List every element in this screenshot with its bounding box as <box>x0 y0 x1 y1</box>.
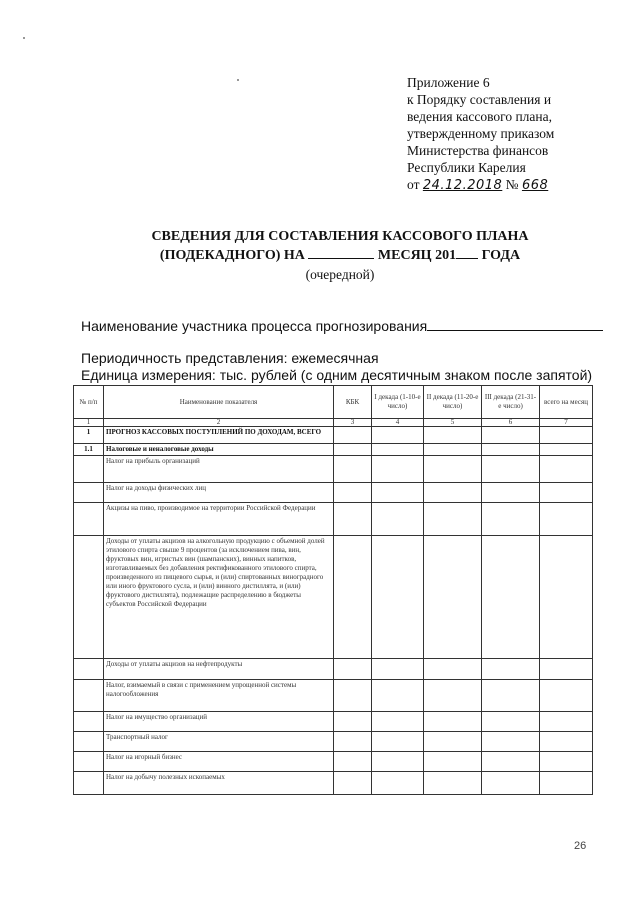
table-header-row <box>74 386 593 419</box>
title-part: МЕСЯЦ 201 <box>377 248 457 263</box>
appendix-line: утвержденному приказом <box>407 126 555 141</box>
value-cell <box>334 712 372 732</box>
value-cell <box>540 427 593 444</box>
value-cell <box>372 752 424 772</box>
value-cell <box>540 444 593 456</box>
column-number-row <box>74 419 593 427</box>
page-number: 26 <box>574 840 587 852</box>
value-cell <box>372 444 424 456</box>
value-cell <box>540 503 593 536</box>
table-row <box>74 680 593 712</box>
value-cell <box>424 444 482 456</box>
table-row <box>74 444 593 456</box>
participant-label: Наименование участника процесса прогнозирования <box>81 318 428 334</box>
value-cell <box>424 752 482 772</box>
column-number: 1 <box>74 419 104 427</box>
value-cell <box>540 772 593 795</box>
column-number: 7 <box>540 419 593 427</box>
appendix-block <box>407 74 554 194</box>
row-number <box>74 659 104 680</box>
column-number: 3 <box>334 419 372 427</box>
row-name: Транспортный налог <box>104 732 334 752</box>
title-part: ГОДА <box>481 248 521 263</box>
table-row <box>74 483 593 503</box>
row-number: 1.1 <box>74 444 104 456</box>
participant-blank <box>427 318 603 331</box>
header-cell: всего на месяц <box>540 386 593 419</box>
value-cell <box>334 732 372 752</box>
header-cell: II декада (11-20-е число) <box>424 386 482 419</box>
value-cell <box>334 483 372 503</box>
value-cell <box>482 427 540 444</box>
order-number: 668 <box>521 178 549 193</box>
value-cell <box>334 772 372 795</box>
table-row <box>74 772 593 795</box>
value-cell <box>482 772 540 795</box>
column-number: 5 <box>424 419 482 427</box>
order-date-line <box>407 176 554 194</box>
table-row <box>74 456 593 483</box>
month-blank <box>308 246 374 259</box>
value-cell <box>540 456 593 483</box>
scan-speck <box>23 37 25 39</box>
value-cell <box>540 752 593 772</box>
value-cell <box>424 772 482 795</box>
periodicity-text: Периодичность представления: ежемесячная <box>81 350 379 366</box>
row-name: ПРОГНОЗ КАССОВЫХ ПОСТУПЛЕНИЙ ПО ДОХОДАМ, ВСЕГО <box>104 427 334 444</box>
row-name: Налог на имущество организаций <box>104 712 334 732</box>
value-cell <box>424 503 482 536</box>
value-cell <box>372 772 424 795</box>
number-sign: № <box>505 177 519 192</box>
column-number: 2 <box>104 419 334 427</box>
scan-speck <box>237 79 239 81</box>
value-cell <box>482 712 540 732</box>
row-number <box>74 752 104 772</box>
column-number: 6 <box>482 419 540 427</box>
row-name: Налог на прибыль организаций <box>104 456 334 483</box>
value-cell <box>424 483 482 503</box>
value-cell <box>334 503 372 536</box>
value-cell <box>482 680 540 712</box>
value-cell <box>482 732 540 752</box>
value-cell <box>334 444 372 456</box>
row-number <box>74 712 104 732</box>
row-name: Налог, взимаемый в связи с применением упрощенной системы налогообложения <box>104 680 334 712</box>
row-name: Доходы от уплаты акцизов на нефтепродукты <box>104 659 334 680</box>
row-number <box>74 680 104 712</box>
column-number: 4 <box>372 419 424 427</box>
row-number <box>74 772 104 795</box>
value-cell <box>482 659 540 680</box>
value-cell <box>540 536 593 659</box>
value-cell <box>372 680 424 712</box>
header-cell: Наименование показателя <box>104 386 334 419</box>
table-row <box>74 712 593 732</box>
value-cell <box>424 536 482 659</box>
row-name: Налоговые и неналоговые доходы <box>104 444 334 456</box>
appendix-line: Приложение 6 <box>407 75 490 90</box>
value-cell <box>482 536 540 659</box>
table-row <box>74 752 593 772</box>
date-prefix: от <box>407 177 420 192</box>
row-name: Доходы от уплаты акцизов на алкогольную продукцию с объемной долей этилового спирта свыше 9 процентов (за исключением пива, вин, фруктовых вин, игристых вин (шампанских), винных напитков, изготавливаемых без добавления ректификованного этилового спирта, произведенного из пищевого сырья, и (или) спиртованных виноградного или иного фруктового сусла, и (или) винного дистиллята, и (или) фруктового дистиллята), подлежащие распределению в бюджеты субъектов Российской Федерации <box>104 536 334 659</box>
value-cell <box>540 732 593 752</box>
value-cell <box>482 503 540 536</box>
order-date: 24.12.2018 <box>422 178 503 193</box>
table-row <box>74 427 593 444</box>
value-cell <box>540 680 593 712</box>
appendix-line: Министерства финансов <box>407 143 549 158</box>
cash-plan-table <box>73 385 593 795</box>
value-cell <box>334 427 372 444</box>
header-cell: I декада (1-10-е число) <box>372 386 424 419</box>
value-cell <box>334 536 372 659</box>
row-number: 1 <box>74 427 104 444</box>
title-part: (ПОДЕКАДНОГО) НА <box>159 248 305 263</box>
value-cell <box>372 503 424 536</box>
value-cell <box>540 712 593 732</box>
value-cell <box>334 456 372 483</box>
value-cell <box>372 659 424 680</box>
row-number <box>74 503 104 536</box>
table-row <box>74 536 593 659</box>
value-cell <box>482 444 540 456</box>
value-cell <box>540 483 593 503</box>
table-row <box>74 503 593 536</box>
value-cell <box>482 752 540 772</box>
value-cell <box>372 536 424 659</box>
row-number <box>74 732 104 752</box>
value-cell <box>424 712 482 732</box>
value-cell <box>334 752 372 772</box>
table-row <box>74 659 593 680</box>
appendix-line: Республики Карелия <box>407 160 526 175</box>
row-name: Налог на игорный бизнес <box>104 752 334 772</box>
value-cell <box>482 456 540 483</box>
value-cell <box>372 732 424 752</box>
table-body <box>74 427 593 795</box>
value-cell <box>334 680 372 712</box>
value-cell <box>424 732 482 752</box>
value-cell <box>372 456 424 483</box>
value-cell <box>424 659 482 680</box>
title-line-1: СВЕДЕНИЯ ДЛЯ СОСТАВЛЕНИЯ КАССОВОГО ПЛАНА <box>151 229 529 244</box>
row-name: Налог на доходы физических лиц <box>104 483 334 503</box>
value-cell <box>424 456 482 483</box>
row-number <box>74 536 104 659</box>
title-line-2 <box>80 246 600 265</box>
header-cell: III декада (21-31-е число) <box>482 386 540 419</box>
value-cell <box>372 483 424 503</box>
row-number <box>74 456 104 483</box>
header-cell: № п/п <box>74 386 104 419</box>
value-cell <box>424 427 482 444</box>
row-name: Налог на добычу полезных ископаемых <box>104 772 334 795</box>
value-cell <box>334 659 372 680</box>
value-cell <box>540 659 593 680</box>
document-subtitle: (очередной) <box>305 267 375 282</box>
table-row <box>74 732 593 752</box>
participant-line <box>81 318 603 334</box>
units-text: Единица измерения: тыс. рублей (с одним десятичным знаком после запятой) <box>81 367 593 383</box>
value-cell <box>482 483 540 503</box>
row-name: Акцизы на пиво, производимое на территории Российской Федерации <box>104 503 334 536</box>
appendix-line: ведения кассового плана, <box>407 109 552 124</box>
value-cell <box>424 680 482 712</box>
value-cell <box>372 712 424 732</box>
document-title <box>80 228 600 265</box>
value-cell <box>372 427 424 444</box>
appendix-line: к Порядку составления и <box>407 92 552 107</box>
row-number <box>74 483 104 503</box>
year-blank <box>456 246 478 259</box>
header-cell: КБК <box>334 386 372 419</box>
